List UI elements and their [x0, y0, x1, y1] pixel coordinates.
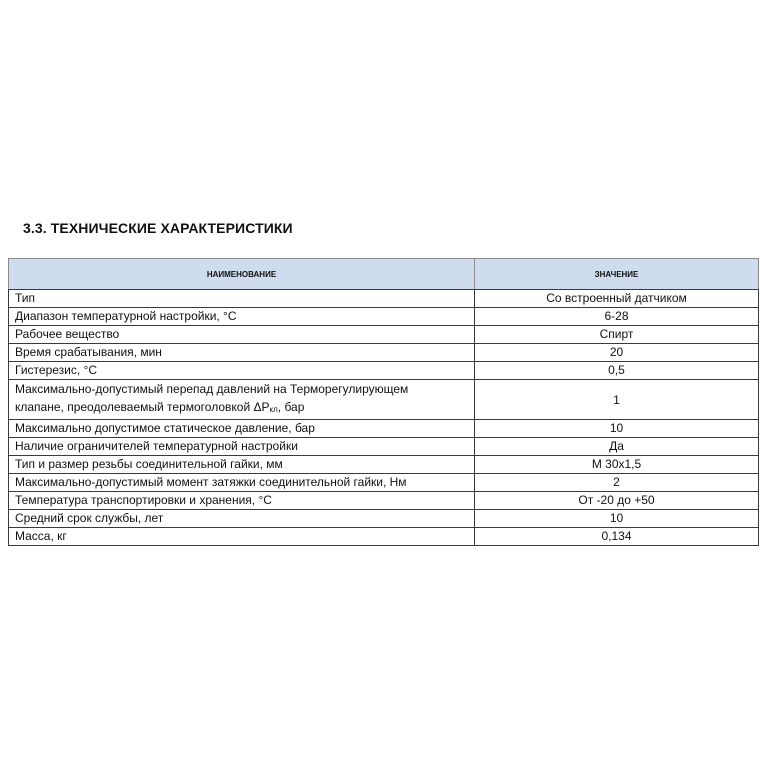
row-name-line2: клапане, преодолеваемый термоголовкой ΔР — [15, 400, 270, 414]
row-name-suffix: , бар — [277, 400, 305, 414]
table-header-row — [9, 259, 759, 290]
row-name: Максимально допустимое статическое давление, бар — [9, 420, 475, 438]
row-name-line1: Максимально-допустимый перепад давлений на Терморегулирующем — [15, 382, 409, 396]
row-value: 10 — [475, 510, 759, 528]
row-value: 6-28 — [475, 308, 759, 326]
row-value: От -20 до +50 — [475, 492, 759, 510]
table-row — [9, 344, 759, 362]
row-name: Максимально-допустимый момент затяжки соединительной гайки, Нм — [9, 474, 475, 492]
row-name: Рабочее вещество — [9, 326, 475, 344]
row-value: 20 — [475, 344, 759, 362]
header-name: НАИМЕНОВАНИЕ — [9, 259, 475, 290]
table-row — [9, 528, 759, 546]
row-value: Да — [475, 438, 759, 456]
row-name: Время срабатывания, мин — [9, 344, 475, 362]
row-name: Тип и размер резьбы соединительной гайки, мм — [9, 456, 475, 474]
row-name: Температура транспортировки и хранения, °С — [9, 492, 475, 510]
table-row — [9, 510, 759, 528]
section-title: 3.3. ТЕХНИЧЕСКИЕ ХАРАКТЕРИСТИКИ — [23, 220, 293, 236]
row-value: 2 — [475, 474, 759, 492]
table-row — [9, 438, 759, 456]
row-value: 10 — [475, 420, 759, 438]
table-row — [9, 290, 759, 308]
row-name: Масса, кг — [9, 528, 475, 546]
header-value: ЗНАЧЕНИЕ — [475, 259, 759, 290]
table-row — [9, 420, 759, 438]
row-name: Гистерезис, °С — [9, 362, 475, 380]
row-value: Спирт — [475, 326, 759, 344]
row-name: Наличие ограничителей температурной настройки — [9, 438, 475, 456]
row-value: 1 — [475, 380, 759, 420]
table-row — [9, 492, 759, 510]
row-value: 0,134 — [475, 528, 759, 546]
row-name-subscript: кл — [269, 405, 278, 414]
table-row — [9, 326, 759, 344]
specifications-table — [8, 258, 759, 546]
table-row — [9, 308, 759, 326]
row-value: Со встроенный датчиком — [475, 290, 759, 308]
row-value: 0,5 — [475, 362, 759, 380]
table-row — [9, 456, 759, 474]
row-name: Средний срок службы, лет — [9, 510, 475, 528]
row-value: М 30х1,5 — [475, 456, 759, 474]
row-name — [9, 380, 475, 420]
table-row — [9, 474, 759, 492]
row-name: Диапазон температурной настройки, °С — [9, 308, 475, 326]
row-name: Тип — [9, 290, 475, 308]
table-row — [9, 362, 759, 380]
table-row — [9, 380, 759, 420]
